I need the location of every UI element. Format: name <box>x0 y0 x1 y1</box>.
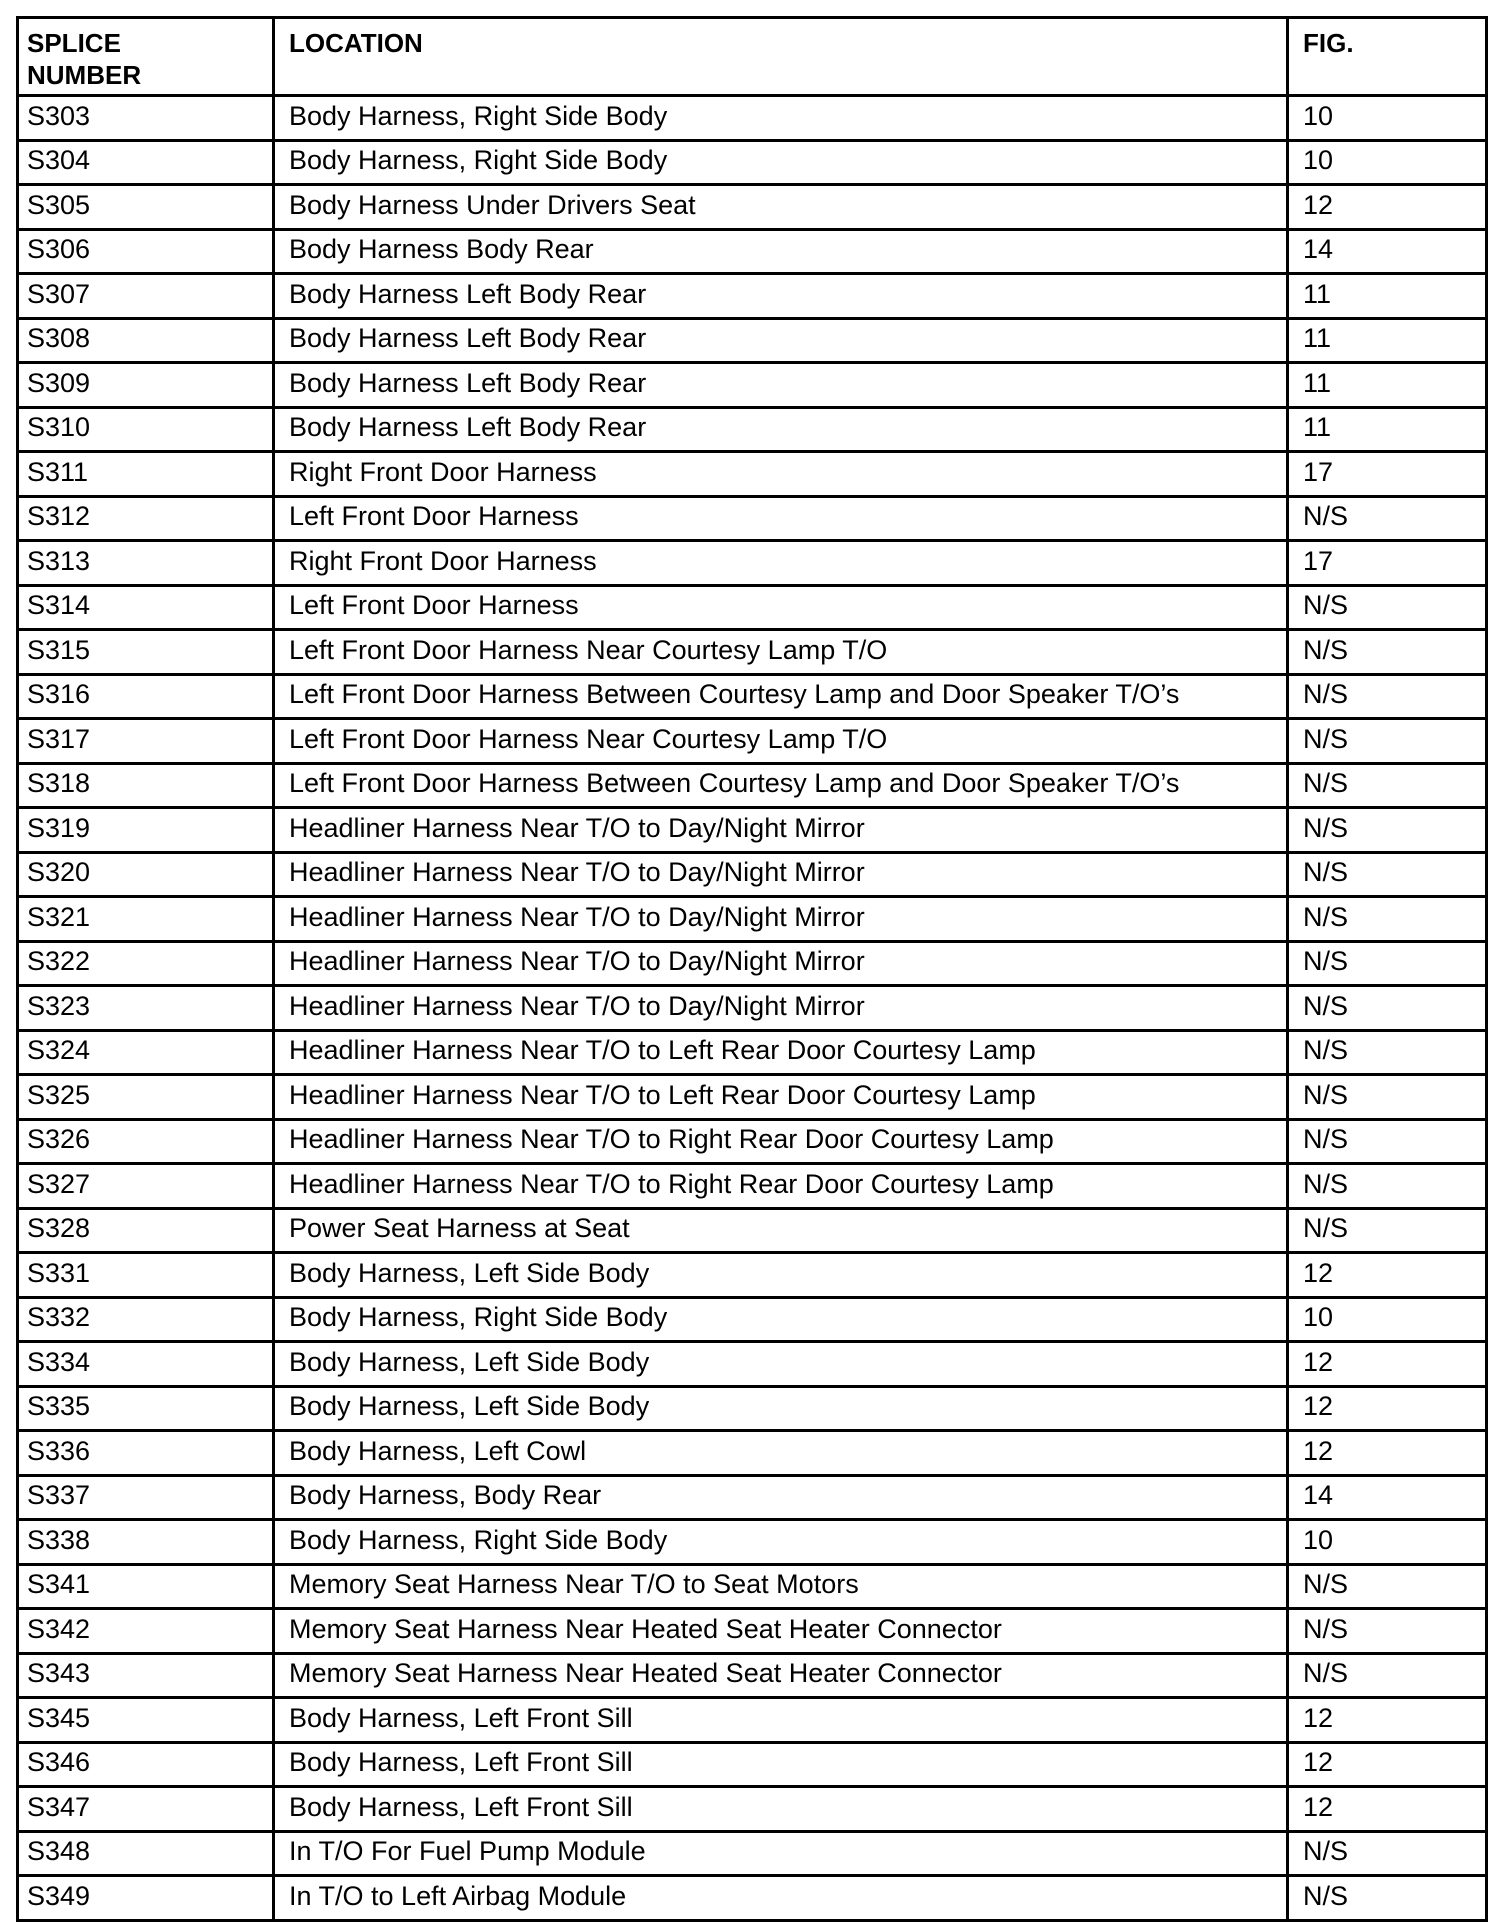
table-row <box>18 1164 1487 1209</box>
fig-cell: 11 <box>1288 407 1487 452</box>
location-cell: Body Harness, Left Front Sill <box>274 1787 1288 1832</box>
splice-number-cell: S318 <box>18 763 274 808</box>
fig-cell: 12 <box>1288 1386 1487 1431</box>
splice-number-cell: S342 <box>18 1609 274 1654</box>
table-row <box>18 1030 1487 1075</box>
location-cell: Memory Seat Harness Near Heated Seat Heater Connector <box>274 1609 1288 1654</box>
splice-number-cell: S347 <box>18 1787 274 1832</box>
splice-number-cell: S308 <box>18 318 274 363</box>
fig-cell: N/S <box>1288 1876 1487 1921</box>
fig-cell: N/S <box>1288 1075 1487 1120</box>
splice-number-header <box>18 18 274 96</box>
splice-number-cell: S317 <box>18 719 274 764</box>
fig-cell: N/S <box>1288 1609 1487 1654</box>
location-cell: Body Harness, Left Side Body <box>274 1253 1288 1298</box>
splice-number-cell: S324 <box>18 1030 274 1075</box>
fig-cell: 10 <box>1288 96 1487 141</box>
fig-cell: 17 <box>1288 452 1487 497</box>
fig-cell: 12 <box>1288 1787 1487 1832</box>
splice-number-cell: S316 <box>18 674 274 719</box>
fig-cell: N/S <box>1288 630 1487 675</box>
location-cell: Body Harness, Left Side Body <box>274 1342 1288 1387</box>
fig-cell: N/S <box>1288 852 1487 897</box>
splice-number-cell: S321 <box>18 897 274 942</box>
splice-number-cell: S322 <box>18 941 274 986</box>
location-cell: Body Harness, Left Side Body <box>274 1386 1288 1431</box>
location-cell: In T/O For Fuel Pump Module <box>274 1831 1288 1876</box>
location-cell: Right Front Door Harness <box>274 541 1288 586</box>
location-cell: Headliner Harness Near T/O to Left Rear Door Courtesy Lamp <box>274 1075 1288 1120</box>
fig-cell: 10 <box>1288 140 1487 185</box>
table-body <box>18 96 1487 1921</box>
header-row <box>18 18 1487 96</box>
location-cell: Headliner Harness Near T/O to Day/Night Mirror <box>274 808 1288 853</box>
fig-cell: 12 <box>1288 185 1487 230</box>
location-cell: Headliner Harness Near T/O to Day/Night Mirror <box>274 941 1288 986</box>
location-cell: Right Front Door Harness <box>274 452 1288 497</box>
table-row <box>18 1119 1487 1164</box>
table-row <box>18 719 1487 764</box>
splice-number-cell: S332 <box>18 1297 274 1342</box>
fig-cell: 10 <box>1288 1520 1487 1565</box>
splice-number-cell: S336 <box>18 1431 274 1476</box>
table-row <box>18 1520 1487 1565</box>
location-cell: Headliner Harness Near T/O to Day/Night Mirror <box>274 986 1288 1031</box>
table-row <box>18 1564 1487 1609</box>
table-row <box>18 274 1487 319</box>
table-row <box>18 496 1487 541</box>
table-row <box>18 808 1487 853</box>
location-cell: Body Harness, Left Front Sill <box>274 1742 1288 1787</box>
fig-cell: 12 <box>1288 1742 1487 1787</box>
location-cell: Body Harness, Left Cowl <box>274 1431 1288 1476</box>
location-cell: Body Harness Left Body Rear <box>274 274 1288 319</box>
splice-location-table <box>16 16 1488 1922</box>
splice-number-cell: S304 <box>18 140 274 185</box>
splice-number-cell: S313 <box>18 541 274 586</box>
splice-number-cell: S345 <box>18 1698 274 1743</box>
location-cell: Left Front Door Harness Between Courtesy Lamp and Door Speaker T/O’s <box>274 674 1288 719</box>
splice-number-cell: S314 <box>18 585 274 630</box>
table-row <box>18 1698 1487 1743</box>
location-cell: Power Seat Harness at Seat <box>274 1208 1288 1253</box>
location-cell: Left Front Door Harness Near Courtesy Lamp T/O <box>274 719 1288 764</box>
table-row <box>18 585 1487 630</box>
table-header <box>18 18 1487 96</box>
fig-cell: 12 <box>1288 1342 1487 1387</box>
location-cell: Body Harness Left Body Rear <box>274 318 1288 363</box>
splice-number-cell: S341 <box>18 1564 274 1609</box>
fig-cell: 12 <box>1288 1698 1487 1743</box>
fig-cell: N/S <box>1288 1564 1487 1609</box>
location-cell: Left Front Door Harness <box>274 585 1288 630</box>
table-row <box>18 1876 1487 1921</box>
table-row <box>18 1787 1487 1832</box>
location-cell: Body Harness Left Body Rear <box>274 407 1288 452</box>
fig-header: FIG. <box>1288 18 1487 96</box>
table-row <box>18 1208 1487 1253</box>
fig-cell: N/S <box>1288 897 1487 942</box>
table-row <box>18 363 1487 408</box>
location-header: LOCATION <box>274 18 1288 96</box>
location-cell: Headliner Harness Near T/O to Day/Night Mirror <box>274 897 1288 942</box>
splice-number-cell: S328 <box>18 1208 274 1253</box>
splice-number-cell: S323 <box>18 986 274 1031</box>
location-cell: Left Front Door Harness Between Courtesy Lamp and Door Speaker T/O’s <box>274 763 1288 808</box>
location-cell: In T/O to Left Airbag Module <box>274 1876 1288 1921</box>
splice-number-header-line1: SPLICE <box>27 28 121 58</box>
splice-number-cell: S303 <box>18 96 274 141</box>
table-row <box>18 1475 1487 1520</box>
table-row <box>18 941 1487 986</box>
location-cell: Left Front Door Harness <box>274 496 1288 541</box>
table-row <box>18 96 1487 141</box>
splice-number-cell: S346 <box>18 1742 274 1787</box>
splice-number-cell: S315 <box>18 630 274 675</box>
fig-cell: N/S <box>1288 496 1487 541</box>
table-row <box>18 541 1487 586</box>
splice-number-cell: S305 <box>18 185 274 230</box>
table-row <box>18 229 1487 274</box>
location-cell: Body Harness, Left Front Sill <box>274 1698 1288 1743</box>
splice-number-header-line2: NUMBER <box>27 60 142 90</box>
splice-number-cell: S311 <box>18 452 274 497</box>
fig-cell: N/S <box>1288 986 1487 1031</box>
fig-cell: N/S <box>1288 1030 1487 1075</box>
location-cell: Body Harness, Right Side Body <box>274 96 1288 141</box>
fig-cell: N/S <box>1288 941 1487 986</box>
fig-cell: N/S <box>1288 585 1487 630</box>
fig-cell: N/S <box>1288 719 1487 764</box>
splice-number-cell: S348 <box>18 1831 274 1876</box>
splice-number-cell: S307 <box>18 274 274 319</box>
fig-cell: 10 <box>1288 1297 1487 1342</box>
splice-number-cell: S325 <box>18 1075 274 1120</box>
table-row <box>18 1653 1487 1698</box>
table-row <box>18 897 1487 942</box>
table-row <box>18 1609 1487 1654</box>
fig-cell: N/S <box>1288 763 1487 808</box>
splice-number-cell: S319 <box>18 808 274 853</box>
splice-number-cell: S343 <box>18 1653 274 1698</box>
fig-cell: N/S <box>1288 1831 1487 1876</box>
location-cell: Left Front Door Harness Near Courtesy Lamp T/O <box>274 630 1288 675</box>
splice-number-cell: S338 <box>18 1520 274 1565</box>
fig-cell: 12 <box>1288 1431 1487 1476</box>
fig-cell: 14 <box>1288 229 1487 274</box>
table-row <box>18 1742 1487 1787</box>
table-row <box>18 140 1487 185</box>
table-row <box>18 1075 1487 1120</box>
location-cell: Headliner Harness Near T/O to Day/Night Mirror <box>274 852 1288 897</box>
fig-cell: 11 <box>1288 274 1487 319</box>
splice-number-cell: S309 <box>18 363 274 408</box>
table-row <box>18 1831 1487 1876</box>
location-cell: Body Harness, Right Side Body <box>274 1297 1288 1342</box>
location-cell: Body Harness Under Drivers Seat <box>274 185 1288 230</box>
table-row <box>18 852 1487 897</box>
fig-cell: 14 <box>1288 1475 1487 1520</box>
table-row <box>18 630 1487 675</box>
fig-cell: 11 <box>1288 363 1487 408</box>
location-cell: Headliner Harness Near T/O to Left Rear Door Courtesy Lamp <box>274 1030 1288 1075</box>
table-row <box>18 1253 1487 1298</box>
location-cell: Body Harness, Right Side Body <box>274 1520 1288 1565</box>
table-row <box>18 674 1487 719</box>
fig-cell: 17 <box>1288 541 1487 586</box>
table-row <box>18 1386 1487 1431</box>
table-row <box>18 318 1487 363</box>
location-cell: Memory Seat Harness Near T/O to Seat Motors <box>274 1564 1288 1609</box>
location-cell: Body Harness Body Rear <box>274 229 1288 274</box>
splice-number-cell: S312 <box>18 496 274 541</box>
fig-cell: N/S <box>1288 1208 1487 1253</box>
table-row <box>18 1342 1487 1387</box>
table-row <box>18 1431 1487 1476</box>
location-cell: Body Harness, Right Side Body <box>274 140 1288 185</box>
fig-cell: N/S <box>1288 674 1487 719</box>
table-row <box>18 407 1487 452</box>
table-row <box>18 452 1487 497</box>
splice-number-cell: S331 <box>18 1253 274 1298</box>
splice-number-cell: S310 <box>18 407 274 452</box>
fig-cell: N/S <box>1288 1164 1487 1209</box>
location-cell: Memory Seat Harness Near Heated Seat Heater Connector <box>274 1653 1288 1698</box>
table-row <box>18 185 1487 230</box>
splice-number-cell: S326 <box>18 1119 274 1164</box>
splice-number-cell: S320 <box>18 852 274 897</box>
fig-cell: N/S <box>1288 808 1487 853</box>
location-cell: Headliner Harness Near T/O to Right Rear Door Courtesy Lamp <box>274 1164 1288 1209</box>
fig-cell: N/S <box>1288 1653 1487 1698</box>
splice-number-cell: S306 <box>18 229 274 274</box>
location-cell: Body Harness, Body Rear <box>274 1475 1288 1520</box>
fig-cell: 12 <box>1288 1253 1487 1298</box>
splice-number-cell: S337 <box>18 1475 274 1520</box>
splice-number-cell: S335 <box>18 1386 274 1431</box>
splice-number-cell: S349 <box>18 1876 274 1921</box>
location-cell: Body Harness Left Body Rear <box>274 363 1288 408</box>
table-row <box>18 986 1487 1031</box>
fig-cell: 11 <box>1288 318 1487 363</box>
fig-cell: N/S <box>1288 1119 1487 1164</box>
table-row <box>18 1297 1487 1342</box>
location-cell: Headliner Harness Near T/O to Right Rear Door Courtesy Lamp <box>274 1119 1288 1164</box>
splice-number-cell: S334 <box>18 1342 274 1387</box>
splice-number-cell: S327 <box>18 1164 274 1209</box>
table-row <box>18 763 1487 808</box>
